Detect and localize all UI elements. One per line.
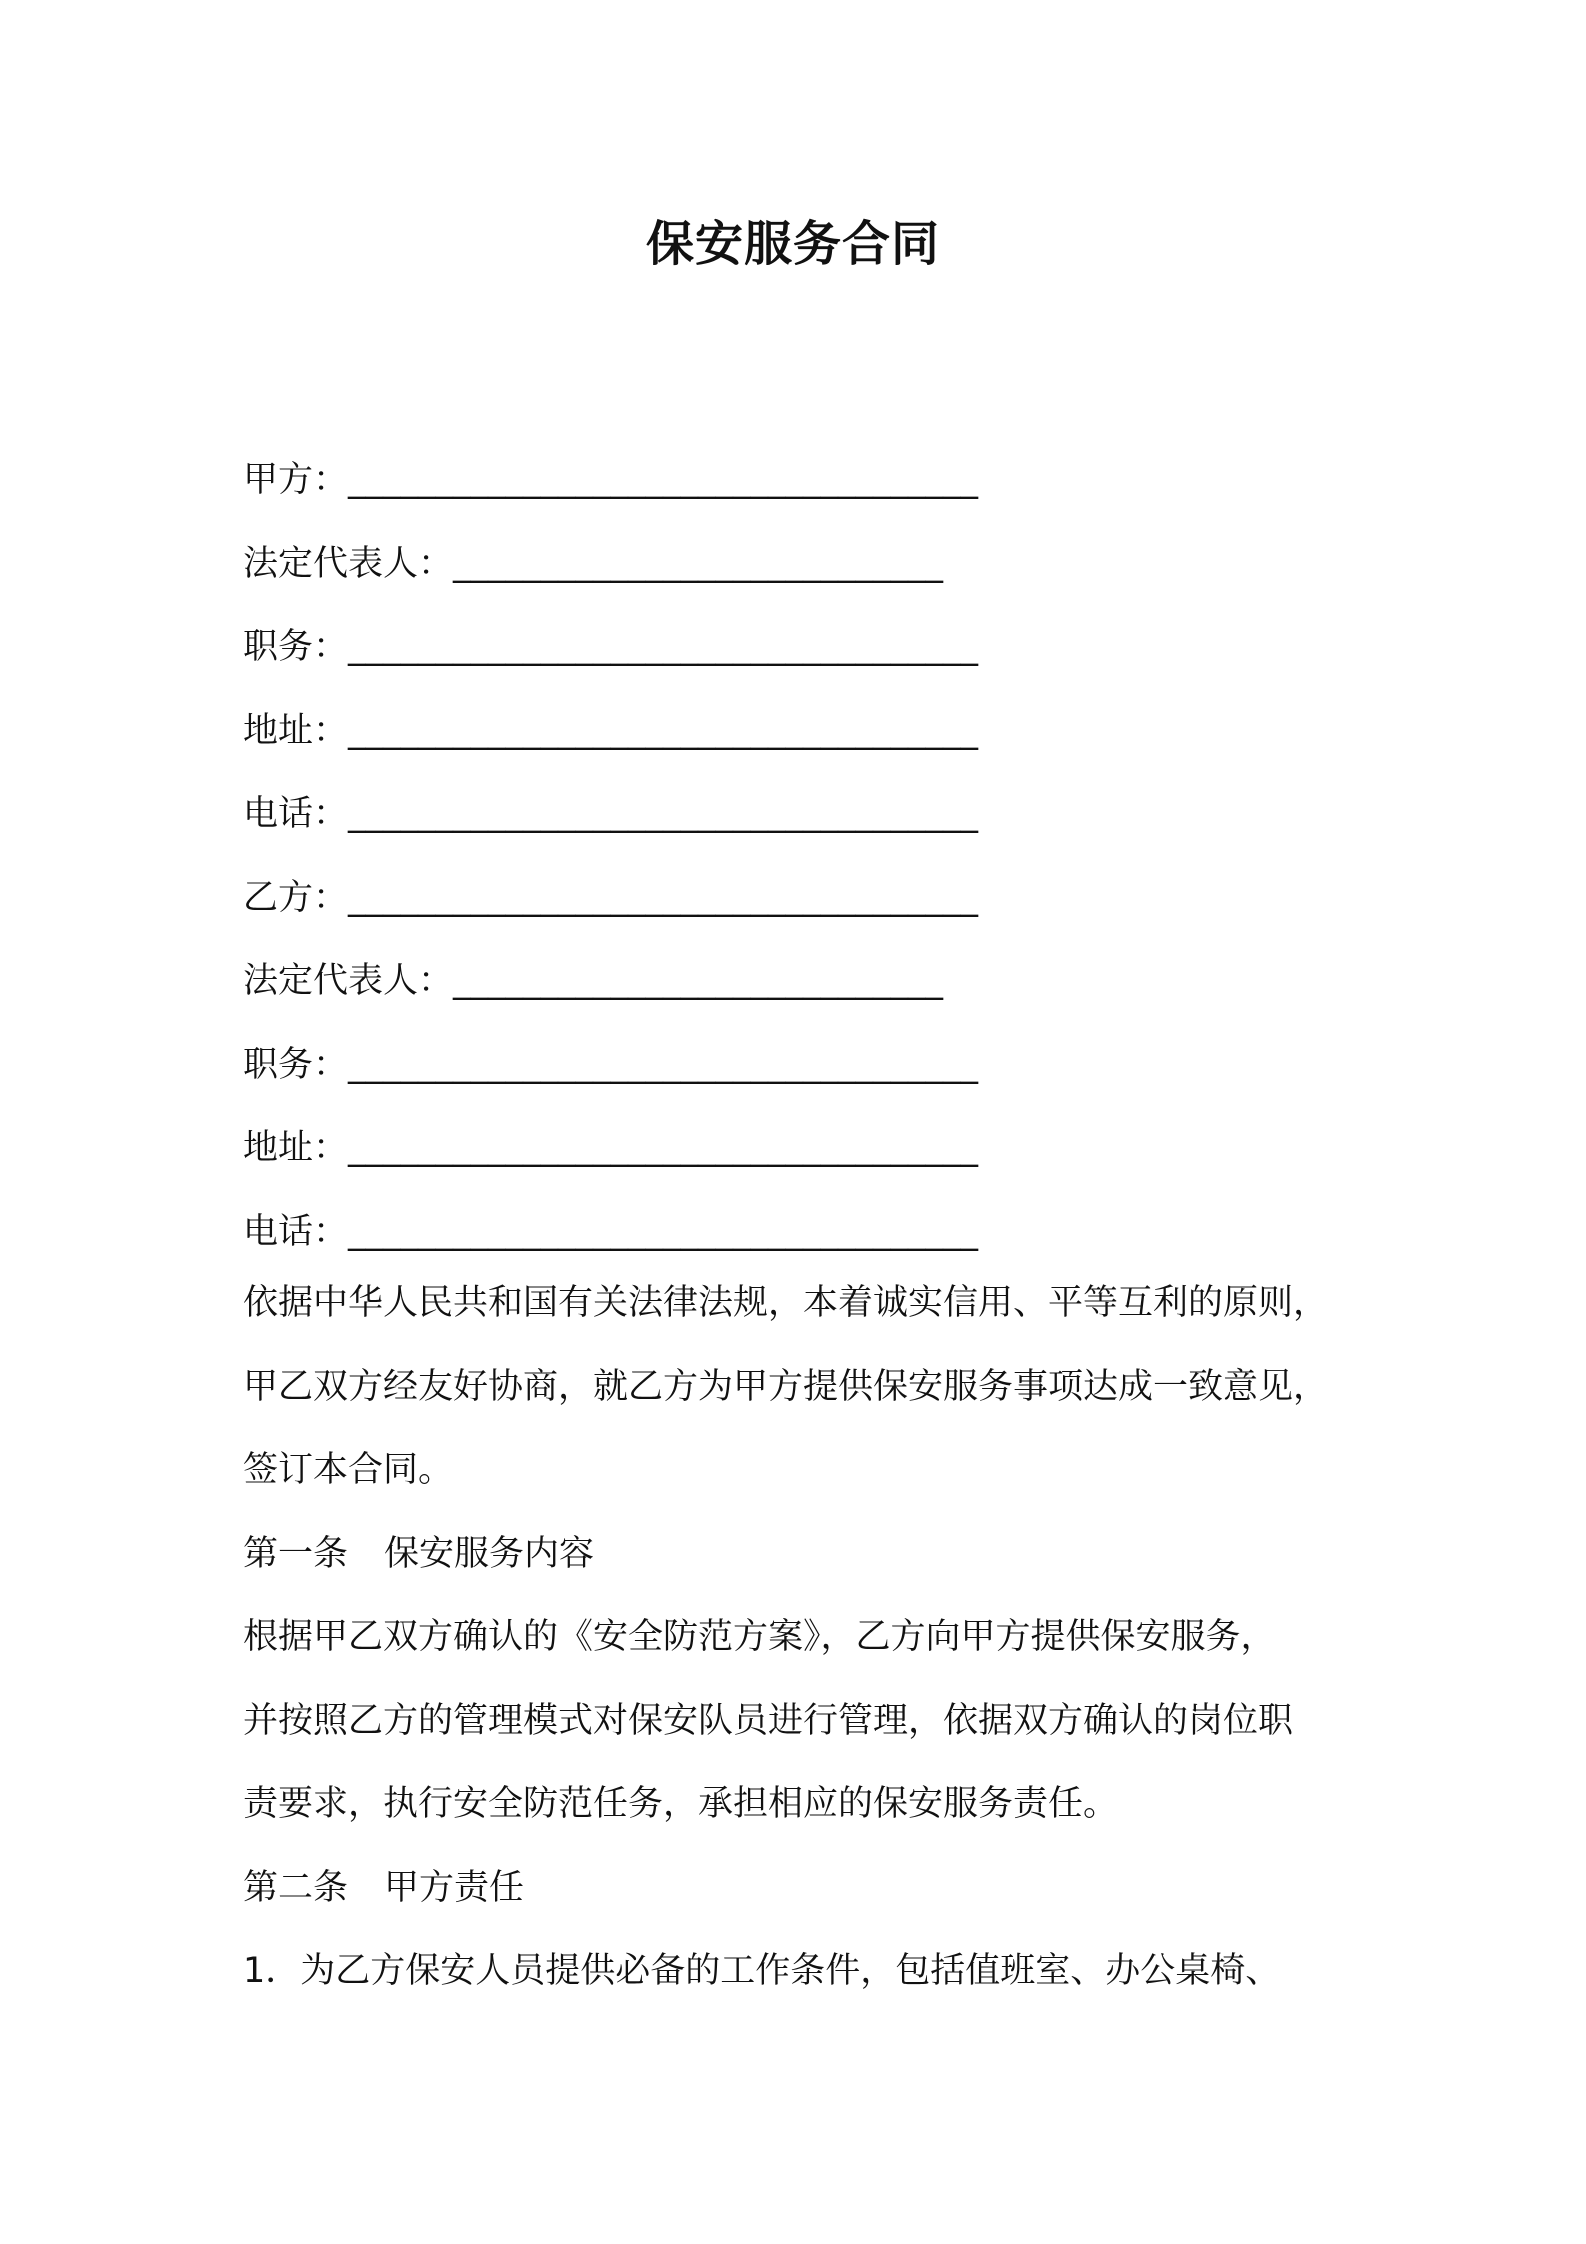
preamble-line: 签订本合同。 bbox=[243, 1450, 454, 1490]
field-label: 地址： bbox=[243, 710, 349, 751]
preamble-line: 依据中华人民共和国有关法律法规，本着诚实信用、平等互利的原则， bbox=[243, 1283, 1329, 1323]
fill-in-blank: ____________________________________ bbox=[348, 1211, 979, 1252]
party-a-position-field bbox=[243, 622, 1393, 706]
field-label: 乙方： bbox=[243, 877, 349, 918]
article-number: 第一条 bbox=[243, 1533, 349, 1574]
field-label: 地址： bbox=[243, 1128, 349, 1168]
fill-in-blank: ____________________________________ bbox=[348, 877, 979, 918]
field-label: 法定代表人： bbox=[243, 543, 454, 584]
article-1-line: 并按照乙方的管理模式对保安队员进行管理，依据双方确认的岗位职 bbox=[243, 1700, 1294, 1741]
article-1-heading bbox=[243, 1529, 1383, 1613]
party-fields bbox=[243, 455, 1393, 1290]
party-a-name-field bbox=[243, 455, 1393, 539]
fill-in-blank: ____________________________ bbox=[453, 543, 944, 584]
fill-in-blank: ____________________________ bbox=[453, 961, 944, 1001]
field-label: 甲方： bbox=[243, 460, 349, 500]
field-label: 电话： bbox=[243, 794, 349, 834]
contract-body bbox=[243, 1278, 1383, 2030]
article-1-line: 根据甲乙双方确认的《安全防范方案》，乙方向甲方提供保安服务， bbox=[243, 1617, 1276, 1657]
fill-in-blank: ____________________________________ bbox=[348, 460, 979, 500]
party-b-address-field bbox=[243, 1123, 1393, 1207]
field-label: 法定代表人： bbox=[243, 961, 454, 1001]
fill-in-blank: ____________________________________ bbox=[348, 1128, 979, 1168]
field-label: 电话： bbox=[243, 1211, 349, 1252]
article-2-heading bbox=[243, 1863, 1383, 1947]
field-label: 职务： bbox=[243, 1044, 349, 1085]
party-b-position-field bbox=[243, 1040, 1393, 1124]
field-label: 职务： bbox=[243, 627, 349, 667]
fill-in-blank: ____________________________________ bbox=[348, 1044, 979, 1085]
article-number: 第二条 bbox=[243, 1867, 349, 1908]
article-2-line: 1．为乙方保安人员提供必备的工作条件，包括值班室、办公桌椅、 bbox=[243, 1951, 1281, 1991]
party-a-address-field bbox=[243, 706, 1393, 790]
preamble-line: 甲乙双方经友好协商，就乙方为甲方提供保安服务事项达成一致意见， bbox=[243, 1366, 1329, 1407]
fill-in-blank: ____________________________________ bbox=[348, 710, 979, 751]
party-b-legal-representative-field bbox=[243, 956, 1393, 1040]
fill-in-blank: ____________________________________ bbox=[348, 627, 979, 667]
party-a-phone-field bbox=[243, 789, 1393, 873]
article-title: 甲方责任 bbox=[384, 1867, 525, 1908]
article-1-line: 责要求，执行安全防范任务，承担相应的保安服务责任。 bbox=[243, 1784, 1119, 1824]
party-a-legal-representative-field bbox=[243, 539, 1393, 623]
article-title: 保安服务内容 bbox=[384, 1533, 595, 1574]
party-b-name-field bbox=[243, 873, 1393, 957]
fill-in-blank: ____________________________________ bbox=[348, 794, 979, 834]
document-title: 保安服务合同 bbox=[645, 216, 940, 272]
